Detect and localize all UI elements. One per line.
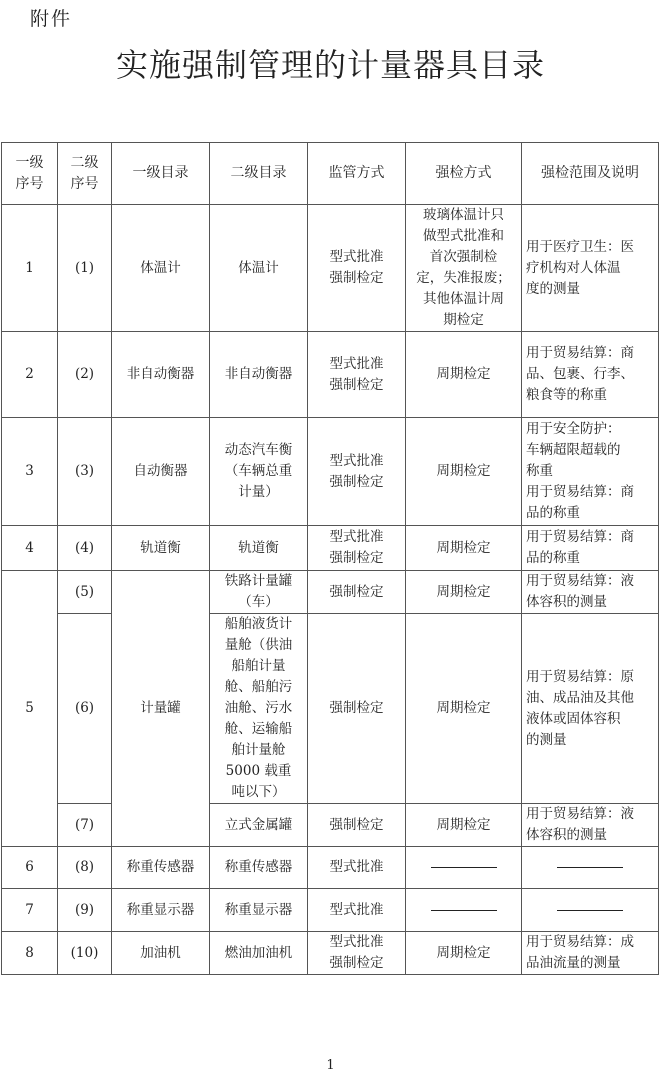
- inspection-scope: [522, 847, 659, 889]
- header-row: [2, 143, 659, 205]
- level1-no: 4: [2, 526, 58, 571]
- level2-no: (7): [58, 804, 112, 847]
- level2-no: (3): [58, 418, 112, 526]
- level2-catalog: 轨道衡: [210, 526, 308, 571]
- level1-catalog: 加油机: [112, 932, 210, 975]
- table-row: [2, 526, 659, 571]
- level1-catalog: 计量罐: [112, 571, 210, 847]
- level1-catalog: 称重显示器: [112, 889, 210, 932]
- table-row: [2, 932, 659, 975]
- header-level1-no: 一级 序号: [2, 143, 58, 205]
- level2-no: (9): [58, 889, 112, 932]
- table-row: [2, 614, 659, 804]
- dash-line: [557, 910, 623, 911]
- attachment-label: 附件: [30, 8, 73, 30]
- dash-line: [431, 910, 497, 911]
- level2-no: (1): [58, 205, 112, 332]
- supervision-method: 强制检定: [308, 571, 406, 614]
- instrument-catalog-table: [1, 142, 659, 975]
- supervision-method: 强制检定: [308, 804, 406, 847]
- level2-catalog: 称重显示器: [210, 889, 308, 932]
- level2-catalog: 称重传感器: [210, 847, 308, 889]
- level1-catalog: 体温计: [112, 205, 210, 332]
- supervision-method: 型式批准 强制检定: [308, 418, 406, 526]
- level2-catalog: 体温计: [210, 205, 308, 332]
- level2-no: (5): [58, 571, 112, 614]
- header-level1-catalog: 一级目录: [112, 143, 210, 205]
- level1-no: 7: [2, 889, 58, 932]
- level1-catalog: 轨道衡: [112, 526, 210, 571]
- header-supervision: 监管方式: [308, 143, 406, 205]
- level1-no: 3: [2, 418, 58, 526]
- level1-catalog: 称重传感器: [112, 847, 210, 889]
- level2-catalog: 立式金属罐: [210, 804, 308, 847]
- header-scope: 强检范围及说明: [522, 143, 659, 205]
- level1-no: 1: [2, 205, 58, 332]
- inspection-scope: 用于贸易结算：液 体容积的测量: [522, 804, 659, 847]
- inspection-method: [406, 889, 522, 932]
- inspection-method: 周期检定: [406, 418, 522, 526]
- level2-catalog: 铁路计量罐 （车）: [210, 571, 308, 614]
- inspection-scope: [522, 889, 659, 932]
- inspection-scope: 用于贸易结算：原 油、成品油及其他 液体或固体容积 的测量: [522, 614, 659, 804]
- page-title: 实施强制管理的计量器具目录: [115, 46, 545, 84]
- inspection-method: 周期检定: [406, 332, 522, 418]
- dash-line: [431, 867, 497, 868]
- supervision-method: 型式批准 强制检定: [308, 526, 406, 571]
- level2-catalog: 燃油加油机: [210, 932, 308, 975]
- level2-no: (8): [58, 847, 112, 889]
- inspection-scope: 用于贸易结算：商 品的称重: [522, 526, 659, 571]
- supervision-method: 型式批准 强制检定: [308, 205, 406, 332]
- supervision-method: 型式批准: [308, 847, 406, 889]
- inspection-scope: 用于医疗卫生：医 疗机构对人体温 度的测量: [522, 205, 659, 332]
- inspection-method: 周期检定: [406, 571, 522, 614]
- inspection-scope: 用于贸易结算：液 体容积的测量: [522, 571, 659, 614]
- inspection-scope: 用于安全防护： 车辆超限超载的 称重 用于贸易结算：商 品的称重: [522, 418, 659, 526]
- supervision-method: 型式批准 强制检定: [308, 332, 406, 418]
- table-row: [2, 847, 659, 889]
- level1-no: 2: [2, 332, 58, 418]
- inspection-method: 周期检定: [406, 526, 522, 571]
- level1-no: 8: [2, 932, 58, 975]
- level2-catalog: 船舶液货计 量舱（供油 船舶计量 舱、船舶污 油舱、污水 舱、运输船 舶计量舱 5000 载重 吨以下）: [210, 614, 308, 804]
- table-row: [2, 205, 659, 332]
- inspection-method: 周期检定: [406, 804, 522, 847]
- inspection-method: 玻璃体温计只 做型式批准和 首次强制检 定，失准报废； 其他体温计周 期检定: [406, 205, 522, 332]
- supervision-method: 型式批准 强制检定: [308, 932, 406, 975]
- table-row: [2, 804, 659, 847]
- level2-no: (10): [58, 932, 112, 975]
- level1-no: 5: [2, 571, 58, 847]
- table-row: [2, 418, 659, 526]
- level1-no: 6: [2, 847, 58, 889]
- inspection-scope: 用于贸易结算：商 品、包裹、行李、 粮食等的称重: [522, 332, 659, 418]
- page-number: 1: [326, 1058, 335, 1073]
- header-level2-no: 二级 序号: [58, 143, 112, 205]
- table-row: [2, 889, 659, 932]
- supervision-method: 型式批准: [308, 889, 406, 932]
- level2-catalog: 动态汽车衡 （车辆总重 计量）: [210, 418, 308, 526]
- inspection-method: 周期检定: [406, 614, 522, 804]
- level2-no: (2): [58, 332, 112, 418]
- inspection-method: [406, 847, 522, 889]
- level1-catalog: 非自动衡器: [112, 332, 210, 418]
- table-row: [2, 571, 659, 614]
- header-level2-catalog: 二级目录: [210, 143, 308, 205]
- inspection-method: 周期检定: [406, 932, 522, 975]
- table-row: [2, 332, 659, 418]
- inspection-scope: 用于贸易结算：成 品油流量的测量: [522, 932, 659, 975]
- level1-catalog: 自动衡器: [112, 418, 210, 526]
- level2-no: (4): [58, 526, 112, 571]
- header-inspection: 强检方式: [406, 143, 522, 205]
- level2-catalog: 非自动衡器: [210, 332, 308, 418]
- level2-no: (6): [58, 614, 112, 804]
- dash-line: [557, 867, 623, 868]
- supervision-method: 强制检定: [308, 614, 406, 804]
